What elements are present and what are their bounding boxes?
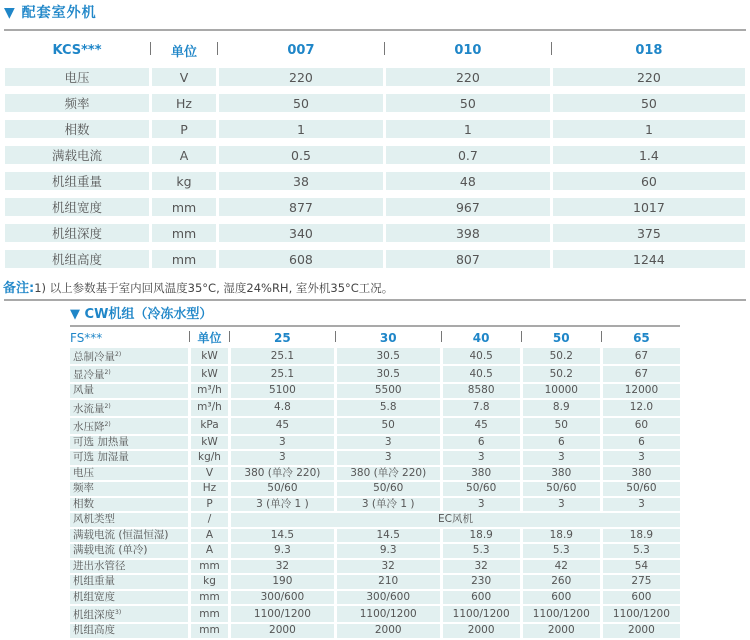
- row-label: [70, 384, 188, 398]
- row-label-text: 总制冷量: [73, 351, 115, 363]
- row-label: 电压: [5, 68, 149, 86]
- row-label: [70, 624, 188, 638]
- section-title-cw-unit: ▼ CW机组（冷冻水型）: [70, 307, 213, 322]
- row-unit: P: [191, 498, 228, 512]
- row-unit: kg: [152, 172, 216, 190]
- cell-value: 3: [231, 436, 334, 450]
- cell-value: 230: [443, 575, 520, 589]
- cell-value: 14.5: [337, 529, 440, 543]
- cell-value: 40.5: [443, 366, 520, 382]
- cell-value: 3: [443, 498, 520, 512]
- row-label-text: 满载电流 (单冷): [73, 544, 148, 557]
- row-unit: V: [191, 467, 228, 481]
- cell-value: 1100/1200: [337, 606, 440, 622]
- cell-value: 2000: [603, 624, 680, 638]
- cell-value: 32: [443, 560, 520, 574]
- row-unit: kW: [191, 348, 228, 364]
- row-label: [70, 544, 188, 558]
- cell-value: 67: [603, 348, 680, 364]
- cell-value: 1244: [553, 250, 745, 268]
- cell-value: 1100/1200: [523, 606, 600, 622]
- section-title-outdoor-unit: ▼ 配套室外机: [4, 5, 97, 21]
- cell-value: 38: [219, 172, 383, 190]
- cell-value: 2000: [523, 624, 600, 638]
- cell-value: 260: [523, 575, 600, 589]
- header-col: 25: [231, 329, 334, 346]
- cell-value: 8.9: [523, 400, 600, 416]
- cell-value: 3 (单冷 1 ): [231, 498, 334, 512]
- cell-value: 220: [386, 68, 550, 86]
- cell-value: 275: [603, 575, 680, 589]
- table-row: [70, 482, 680, 496]
- cell-value: 67: [603, 366, 680, 382]
- table-row: [5, 146, 745, 164]
- row-label: 机组高度: [5, 250, 149, 268]
- cell-value: 877: [219, 198, 383, 216]
- header-col: 40: [443, 329, 520, 346]
- row-label-text: 可选 加湿量: [73, 451, 129, 464]
- row-unit: mm: [191, 606, 228, 622]
- cell-value: 32: [231, 560, 334, 574]
- cell-value: 1: [553, 120, 745, 138]
- cell-value: 50/60: [231, 482, 334, 496]
- cell-value: 45: [443, 418, 520, 434]
- cell-value: 1: [219, 120, 383, 138]
- cell-value: 54: [603, 560, 680, 574]
- cell-value: 0.7: [386, 146, 550, 164]
- row-label: 机组深度: [5, 224, 149, 242]
- cell-value: 9.3: [231, 544, 334, 558]
- cell-value: 220: [553, 68, 745, 86]
- cell-value: 1: [386, 120, 550, 138]
- table-header-row: [70, 329, 680, 346]
- table-row: [70, 624, 680, 638]
- row-label: [70, 348, 188, 364]
- cell-value: 32: [337, 560, 440, 574]
- cell-value: 10000: [523, 384, 600, 398]
- cell-value: 40.5: [443, 348, 520, 364]
- cell-value: 0.5: [219, 146, 383, 164]
- cell-value: 50.2: [523, 366, 600, 382]
- table-row: [5, 250, 745, 268]
- cell-value: 3: [337, 451, 440, 465]
- row-unit: m³/h: [191, 400, 228, 416]
- row-unit: mm: [152, 224, 216, 242]
- cell-value: 600: [443, 591, 520, 605]
- row-label: [70, 418, 188, 434]
- cell-value: 3: [337, 436, 440, 450]
- row-label-text: 机组高度: [73, 624, 115, 637]
- footnote-label: 备注:: [3, 281, 35, 296]
- header-unit: 单位: [152, 41, 216, 60]
- row-unit: mm: [191, 560, 228, 574]
- outdoor-unit-spec-table: [2, 33, 748, 276]
- table-row: [5, 68, 745, 86]
- row-unit: m³/h: [191, 384, 228, 398]
- table-row: [70, 544, 680, 558]
- cell-value: 6: [523, 436, 600, 450]
- footnote-ref: 2): [104, 369, 111, 376]
- cell-value: 42: [523, 560, 600, 574]
- row-label: [70, 482, 188, 496]
- row-unit: A: [191, 544, 228, 558]
- header-col: 65: [633, 330, 650, 345]
- footnote-ref: 2): [104, 420, 111, 428]
- cell-value: 5100: [231, 384, 334, 398]
- header-model: FS***: [70, 329, 188, 346]
- cell-value: 375: [553, 224, 745, 242]
- cell-value: 398: [386, 224, 550, 242]
- row-label: [70, 436, 188, 450]
- header-col: 010: [386, 41, 550, 60]
- cell-value: 1017: [553, 198, 745, 216]
- row-label: 满载电流: [5, 146, 149, 164]
- header-col: 50: [523, 329, 600, 346]
- cell-value: 25.1: [231, 348, 334, 364]
- table-row: [70, 366, 680, 382]
- row-label: [70, 366, 188, 382]
- header-unit: 单位: [191, 329, 228, 346]
- table-row: [70, 529, 680, 543]
- row-label: 机组重量: [5, 172, 149, 190]
- cell-value: 48: [386, 172, 550, 190]
- row-label-text: 水压降: [73, 420, 105, 433]
- footnote-text: 1) 以上参数基于室内回风温度35°C, 湿度24%RH, 室外机35°C工况。: [34, 281, 394, 295]
- cw-unit-spec-table: [67, 327, 683, 640]
- cell-value: 3: [603, 451, 680, 465]
- cell-value: 18.9: [443, 529, 520, 543]
- table-row: [5, 94, 745, 112]
- row-unit: kg: [191, 575, 228, 589]
- cell-value: 380: [443, 467, 520, 481]
- row-label-text: 机组重量: [73, 575, 115, 588]
- table-row: [70, 467, 680, 481]
- row-label: [70, 591, 188, 605]
- row-label-text: 满载电流 (恒温恒湿): [73, 528, 169, 541]
- row-unit: A: [152, 146, 216, 164]
- cell-value: 5.3: [523, 544, 600, 558]
- row-label: [70, 451, 188, 465]
- row-label-text: 水流量: [73, 402, 105, 415]
- cell-value: 50/60: [337, 482, 440, 496]
- cell-value: 50/60: [443, 482, 520, 496]
- cell-value: 2000: [337, 624, 440, 638]
- row-unit: A: [191, 529, 228, 543]
- cell-value: 380 (单冷 220): [231, 467, 334, 481]
- table-row: [5, 224, 745, 242]
- cell-value: 3: [231, 451, 334, 465]
- cell-value: 1.4: [553, 146, 745, 164]
- row-unit: kg/h: [191, 451, 228, 465]
- row-label: [70, 498, 188, 512]
- cell-value: 50: [386, 94, 550, 112]
- row-label-text: 显冷量: [73, 369, 105, 381]
- cell-value: 220: [219, 68, 383, 86]
- header-col: 018: [635, 43, 663, 58]
- table-header-row: [5, 41, 745, 60]
- cell-value: 6: [443, 436, 520, 450]
- cell-value: 190: [231, 575, 334, 589]
- table-row: [70, 400, 680, 416]
- row-label: [70, 400, 188, 416]
- table-row-fan-type: [70, 513, 680, 527]
- footnote-ref: 2): [104, 402, 111, 410]
- table-row: [70, 560, 680, 574]
- row-label-text: 风量: [73, 384, 94, 397]
- row-unit: mm: [152, 198, 216, 216]
- row-unit: mm: [152, 250, 216, 268]
- table-row: [5, 198, 745, 216]
- row-unit: mm: [191, 591, 228, 605]
- cell-value: 380 (单冷 220): [337, 467, 440, 481]
- row-label: [70, 529, 188, 543]
- row-unit: kW: [191, 366, 228, 382]
- row-label: [70, 606, 188, 622]
- row-label: 机组宽度: [5, 198, 149, 216]
- cell-value: 50: [219, 94, 383, 112]
- cell-value: 3: [443, 451, 520, 465]
- cell-value-merged: EC风机: [231, 513, 680, 527]
- row-label: 频率: [5, 94, 149, 112]
- row-label-text: 进出水管径: [73, 559, 126, 572]
- cell-value: 12000: [603, 384, 680, 398]
- cell-value: 2000: [231, 624, 334, 638]
- table-row: [70, 348, 680, 364]
- cell-value: 300/600: [337, 591, 440, 605]
- row-unit: kW: [191, 436, 228, 450]
- row-unit: kPa: [191, 418, 228, 434]
- cell-value: 50.2: [523, 348, 600, 364]
- cell-value: 14.5: [231, 529, 334, 543]
- cell-value: 30.5: [337, 348, 440, 364]
- cell-value: 380: [523, 467, 600, 481]
- cell-value: 967: [386, 198, 550, 216]
- cell-value: 9.3: [337, 544, 440, 558]
- cell-value: 12.0: [603, 400, 680, 416]
- cell-value: 50/60: [523, 482, 600, 496]
- header-col: 30: [337, 329, 440, 346]
- cell-value: 608: [219, 250, 383, 268]
- cell-value: 50/60: [603, 482, 680, 496]
- header-col: 007: [219, 41, 383, 60]
- cell-value: 340: [219, 224, 383, 242]
- cell-value: 5500: [337, 384, 440, 398]
- cell-value: 18.9: [603, 529, 680, 543]
- row-label: 风机类型: [70, 513, 188, 527]
- row-label-text: 机组宽度: [73, 590, 115, 603]
- footnote: [3, 277, 393, 296]
- table-row: [70, 384, 680, 398]
- footnote-ref: 3): [115, 609, 122, 616]
- table-row: [70, 418, 680, 434]
- cell-value: 25.1: [231, 366, 334, 382]
- row-unit: P: [152, 120, 216, 138]
- footnote-ref: 2): [115, 351, 122, 358]
- row-unit: Hz: [152, 94, 216, 112]
- cell-value: 6: [603, 436, 680, 450]
- table-row: [5, 120, 745, 138]
- header-model: KCS***: [5, 41, 149, 60]
- row-label: 相数: [5, 120, 149, 138]
- cell-value: 600: [603, 591, 680, 605]
- row-unit: Hz: [191, 482, 228, 496]
- cell-value: 4.8: [231, 400, 334, 416]
- cell-value: 1100/1200: [443, 606, 520, 622]
- cell-value: 30.5: [337, 366, 440, 382]
- row-unit: V: [152, 68, 216, 86]
- cell-value: 1100/1200: [603, 606, 680, 622]
- cell-value: 5.3: [603, 544, 680, 558]
- cell-value: 3: [603, 498, 680, 512]
- cell-value: 7.8: [443, 400, 520, 416]
- cell-value: 300/600: [231, 591, 334, 605]
- cell-value: 807: [386, 250, 550, 268]
- row-label-text: 电压: [73, 466, 94, 479]
- row-label: [70, 575, 188, 589]
- cell-value: 5.3: [443, 544, 520, 558]
- cell-value: 600: [523, 591, 600, 605]
- row-label-text: 可选 加热量: [73, 435, 129, 448]
- table-row: [70, 436, 680, 450]
- cell-value: 60: [553, 172, 745, 190]
- table-row: [5, 172, 745, 190]
- row-unit: /: [191, 513, 228, 527]
- row-label-text: 机组深度: [73, 609, 115, 621]
- cell-value: 3 (单冷 1 ): [337, 498, 440, 512]
- cell-value: 18.9: [523, 529, 600, 543]
- cell-value: 1100/1200: [231, 606, 334, 622]
- row-label: [70, 560, 188, 574]
- table-row: [70, 498, 680, 512]
- cell-value: 50: [523, 418, 600, 434]
- row-unit: mm: [191, 624, 228, 638]
- cell-value: 210: [337, 575, 440, 589]
- divider: [4, 29, 746, 31]
- cell-value: 45: [231, 418, 334, 434]
- cell-value: 5.8: [337, 400, 440, 416]
- cell-value: 380: [603, 467, 680, 481]
- table-row: [70, 451, 680, 465]
- row-label-text: 相数: [73, 497, 94, 510]
- divider: [4, 299, 746, 301]
- cell-value: 3: [523, 498, 600, 512]
- table-row: [70, 591, 680, 605]
- table-row: [70, 606, 680, 622]
- cell-value: 2000: [443, 624, 520, 638]
- cell-value: 60: [603, 418, 680, 434]
- cell-value: 50: [553, 94, 745, 112]
- row-label: [70, 467, 188, 481]
- table-row: [70, 575, 680, 589]
- cell-value: 50: [337, 418, 440, 434]
- cell-value: 3: [523, 451, 600, 465]
- cell-value: 8580: [443, 384, 520, 398]
- row-label-text: 频率: [73, 482, 94, 495]
